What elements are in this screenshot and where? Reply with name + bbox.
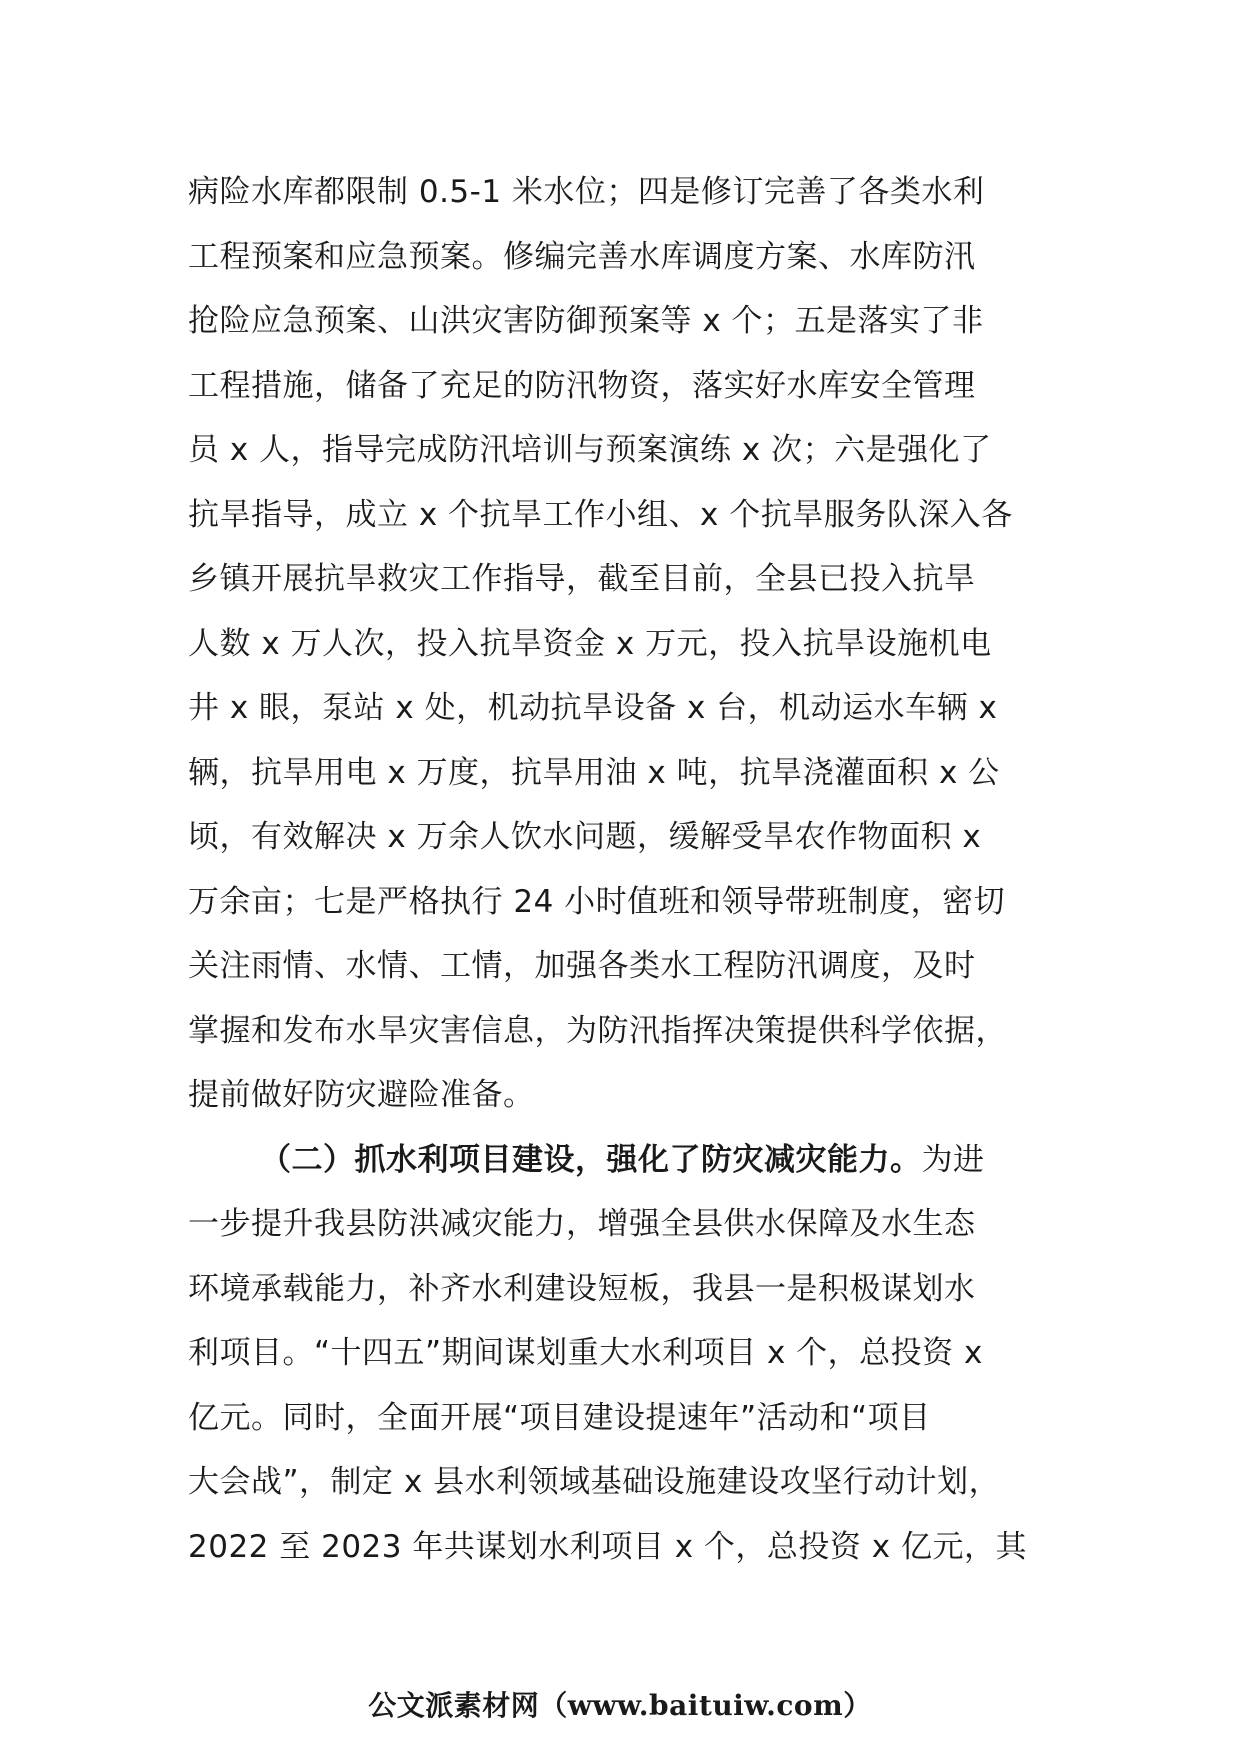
text-line: 环境承载能力，补齐水利建设短板，我县一是积极谋划水 xyxy=(188,1270,976,1307)
text-line: 一步提升我县防洪减灾能力，增强全县供水保障及水生态 xyxy=(188,1206,976,1242)
text-line: 关注雨情、水情、工情，加强各类水工程防汛调度，及时 xyxy=(188,948,976,984)
text-line: 亿元。同时，全面开展“项目建设提速年”活动和“项目 xyxy=(188,1399,931,1436)
text-line: 工程预案和应急预案。修编完善水库调度方案、水库防汛 xyxy=(188,238,976,275)
text-line: 万余亩；七是严格执行 24 小时值班和领导带班制度，密切 xyxy=(188,883,1006,920)
section-heading-continuation: 为进 xyxy=(921,1141,985,1178)
text-line: 井 x 眼，泵站 x 处，机动抗旱设备 x 台，机动运水车辆 x xyxy=(188,690,998,726)
body-text xyxy=(188,160,1068,1579)
text-line: 员 x 人，指导完成防汛培训与预案演练 x 次；六是强化了 xyxy=(188,432,992,468)
text-line: 提前做好防灾避险准备。 xyxy=(188,1077,535,1113)
text-line: 辆，抗旱用电 x 万度，抗旱用油 x 吨，抗旱浇灌面积 x 公 xyxy=(188,754,1000,791)
text-line: 顷，有效解决 x 万余人饮水问题，缓解受旱农作物面积 x xyxy=(188,819,982,855)
text-line: 掌握和发布水旱灾害信息，为防汛指挥决策提供科学依据， xyxy=(188,1012,1007,1049)
section-heading-line xyxy=(188,1128,1068,1193)
text-line: 抢险应急预案、山洪灾害防御预案等 x 个；五是落实了非 xyxy=(188,303,984,339)
text-line: 工程措施，储备了充足的防汛物资，落实好水库安全管理 xyxy=(188,367,976,404)
footer-watermark: 公文派素材网（www.baituiw.com） xyxy=(368,1689,872,1722)
text-line: 抗旱指导，成立 x 个抗旱工作小组、x 个抗旱服务队深入各 xyxy=(188,496,1013,533)
text-line: 利项目。“十四五”期间谋划重大水利项目 x 个，总投资 x xyxy=(188,1335,983,1371)
text-line: 乡镇开展抗旱救灾工作指导，截至目前，全县已投入抗旱 xyxy=(188,561,976,597)
section-heading: （二）抓水利项目建设，强化了防灾减灾能力。 xyxy=(260,1141,922,1178)
text-line: 2022 至 2023 年共谋划水利项目 x 个，总投资 x 亿元，其 xyxy=(188,1528,1027,1565)
text-line: 大会战”，制定 x 县水利领域基础设施建设攻坚行动计划， xyxy=(188,1464,1001,1500)
text-line: 人数 x 万人次，投入抗旱资金 x 万元，投入抗旱设施机电 xyxy=(188,625,992,662)
text-line: 病险水库都限制 0.5-1 米水位；四是修订完善了各类水利 xyxy=(188,174,985,210)
